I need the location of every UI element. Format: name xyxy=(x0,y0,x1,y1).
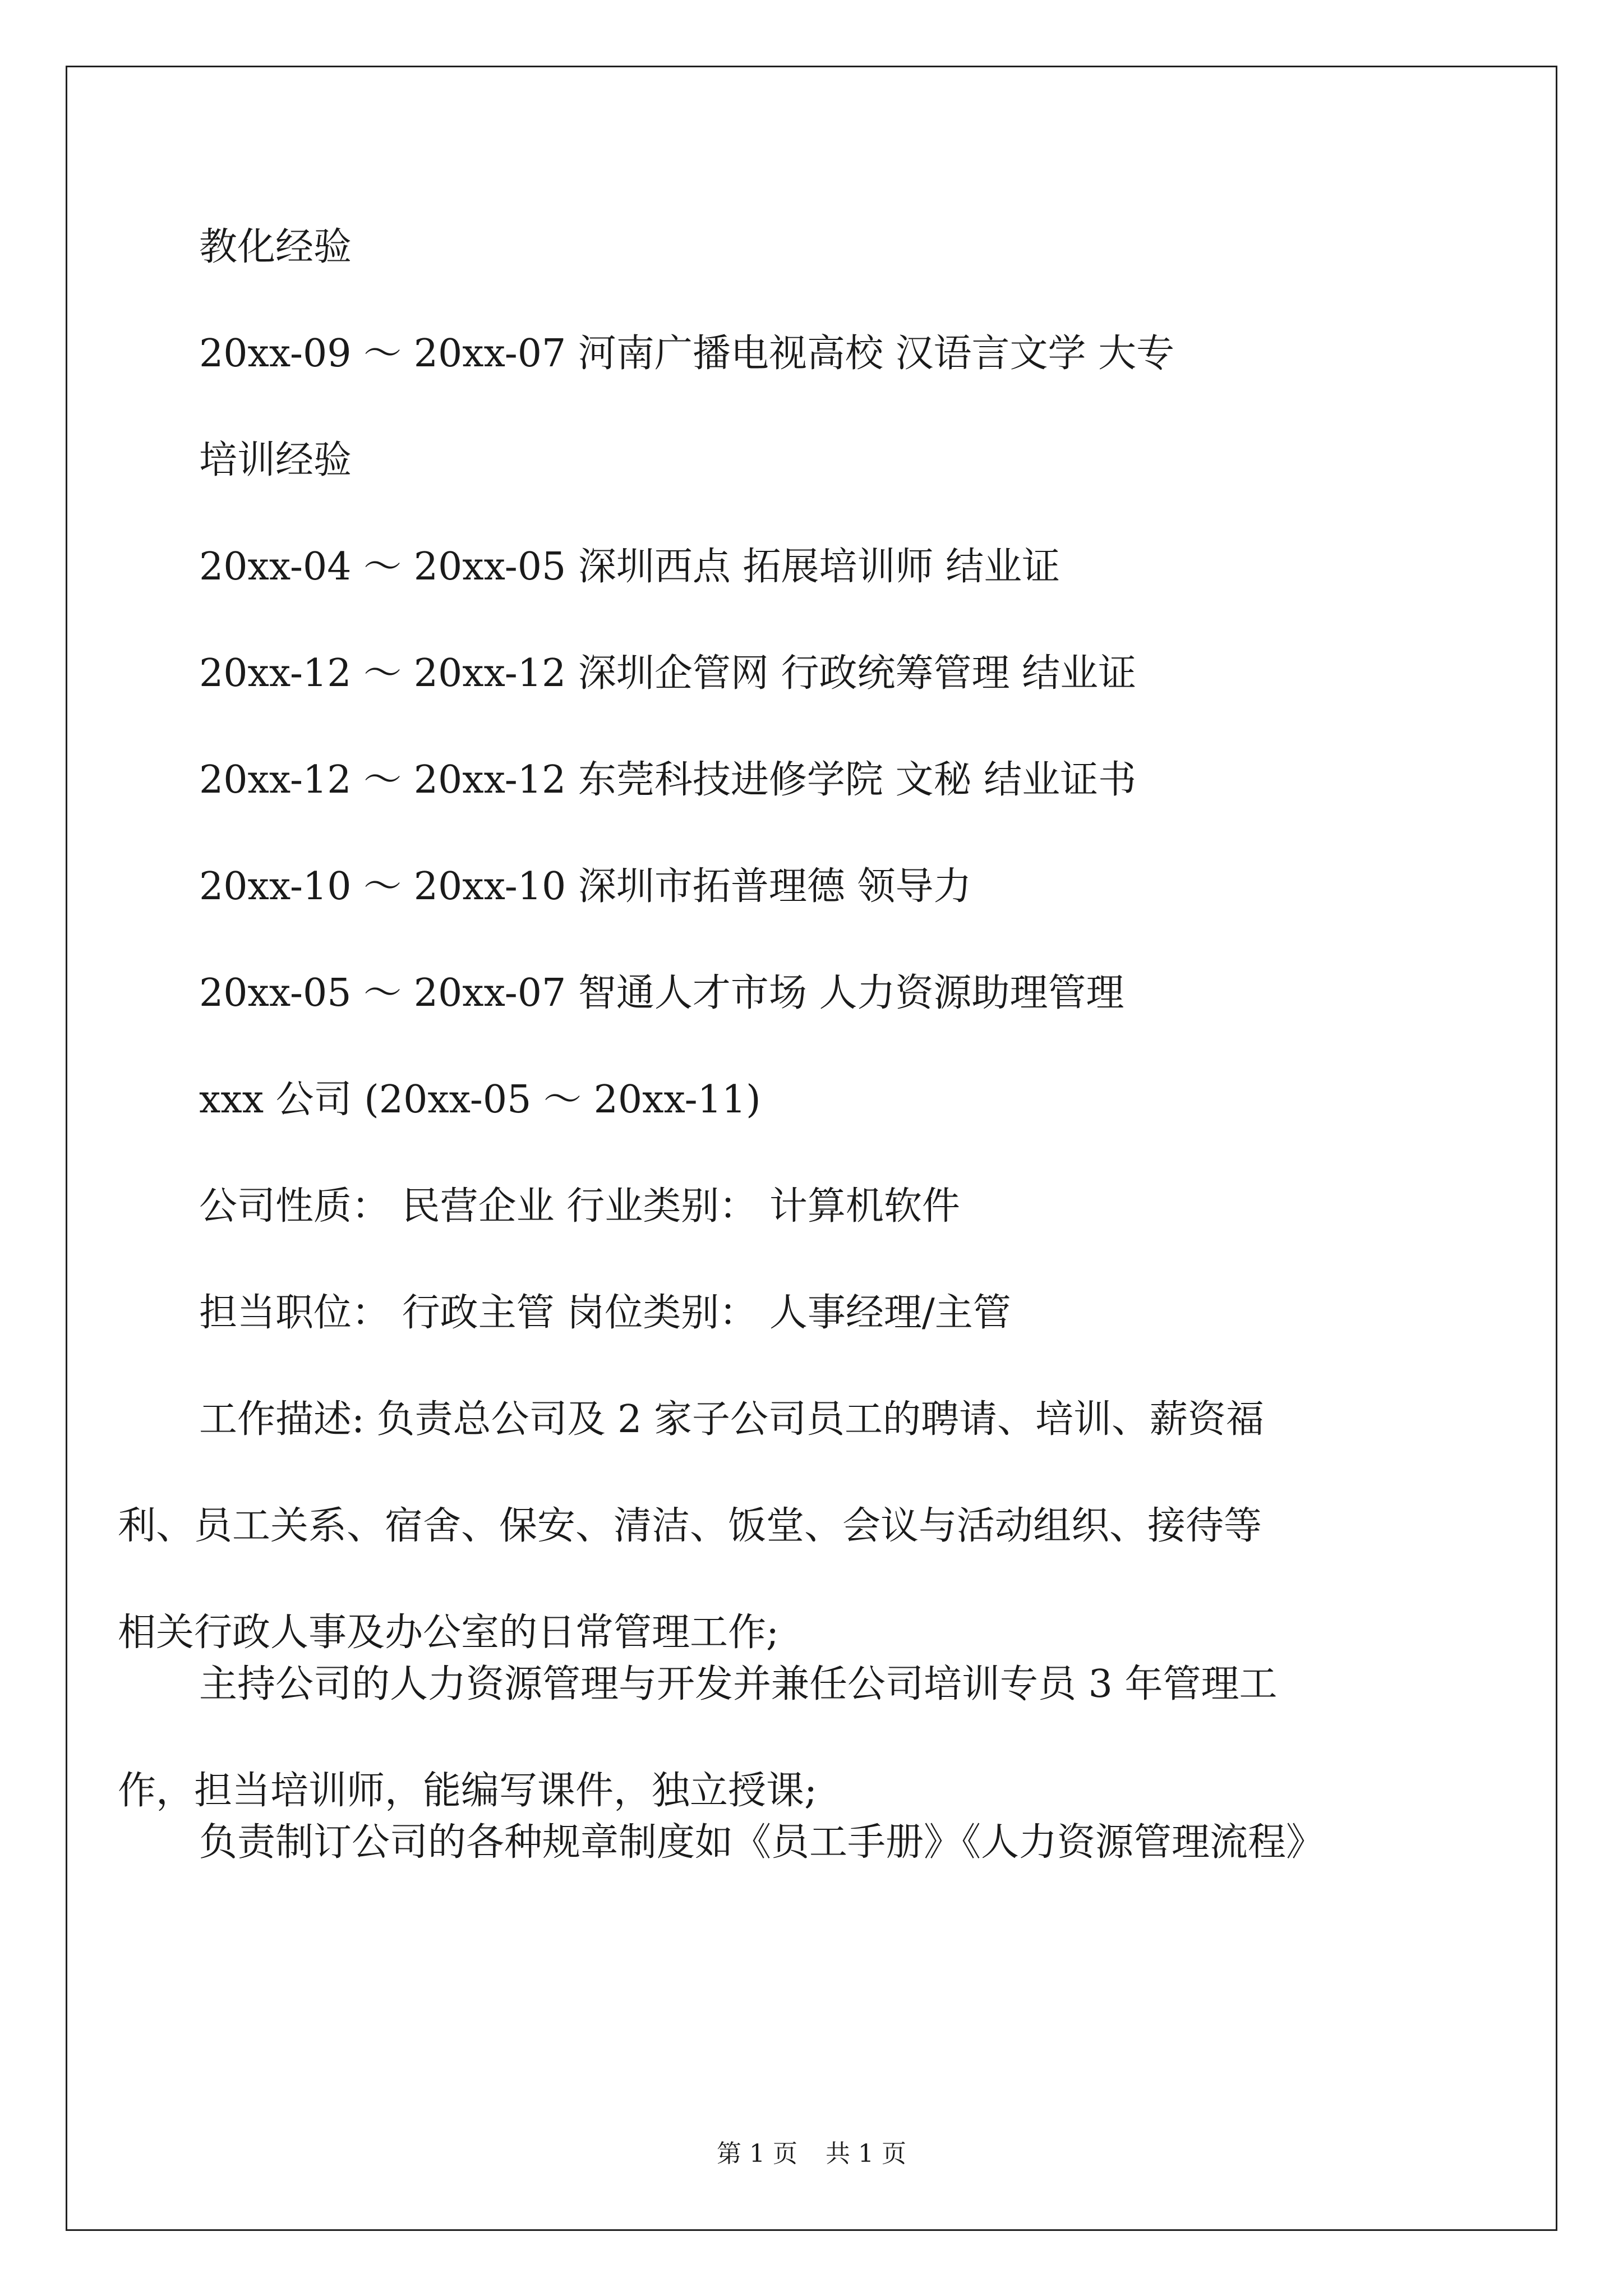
paragraph-line: 负责制订公司的各种规章制度如《员工手册》《人力资源管理流程》 xyxy=(199,1820,1325,1865)
regulations-paragraph xyxy=(199,1817,1450,1869)
training-entry: 20xx-12 ～ 20xx-12 深圳企管网 行政统筹管理 结业证 xyxy=(199,651,1137,696)
paragraph-line: 作，担当培训师，能编写课件，独立授课; xyxy=(118,1769,817,1813)
heading-education: 教化经验 xyxy=(199,225,352,269)
company-nature: 公司性质： 民营企业 行业类别： 计算机软件 xyxy=(199,1184,960,1228)
training-entry: 20xx-04 ～ 20xx-05 深圳西点 拓展培训师 结业证 xyxy=(199,545,1061,589)
company-header: xxx 公司 (20xx-05 ～ 20xx-11) xyxy=(199,1078,761,1122)
training-entry: 20xx-10 ～ 20xx-10 深圳市拓普理德 领导力 xyxy=(199,864,972,909)
job-description-paragraph xyxy=(118,1394,1450,1659)
paragraph-line: 工作描述: 负责总公司及 2 家子公司员工的聘请、培训、薪资福 xyxy=(199,1397,1265,1442)
paragraph-line: 相关行政人事及办公室的日常管理工作; xyxy=(118,1611,779,1655)
hr-management-paragraph xyxy=(118,1659,1450,1817)
page-number: 第 1 页 xyxy=(717,2139,797,2168)
training-entry: 20xx-05 ～ 20xx-07 智通人才市场 人力资源助理管理 xyxy=(199,971,1124,1015)
heading-training: 培训经验 xyxy=(199,438,352,482)
paragraph-line: 利、员工关系、宿舍、保安、清洁、饭堂、会议与活动组织、接待等 xyxy=(118,1504,1262,1548)
paragraph-line: 主持公司的人力资源管理与开发并兼任公司培训专员 3 年管理工 xyxy=(199,1662,1278,1706)
education-entry: 20xx-09 ～ 20xx-07 河南广播电视高校 汉语言文学 大专 xyxy=(199,332,1175,376)
page-footer xyxy=(0,2138,1623,2170)
document-body xyxy=(118,222,1450,1869)
position-info: 担当职位： 行政主管 岗位类别： 人事经理/主管 xyxy=(199,1291,1011,1335)
page-total: 共 1 页 xyxy=(826,2139,906,2168)
training-entry: 20xx-12 ～ 20xx-12 东莞科技进修学院 文秘 结业证书 xyxy=(199,758,1137,802)
